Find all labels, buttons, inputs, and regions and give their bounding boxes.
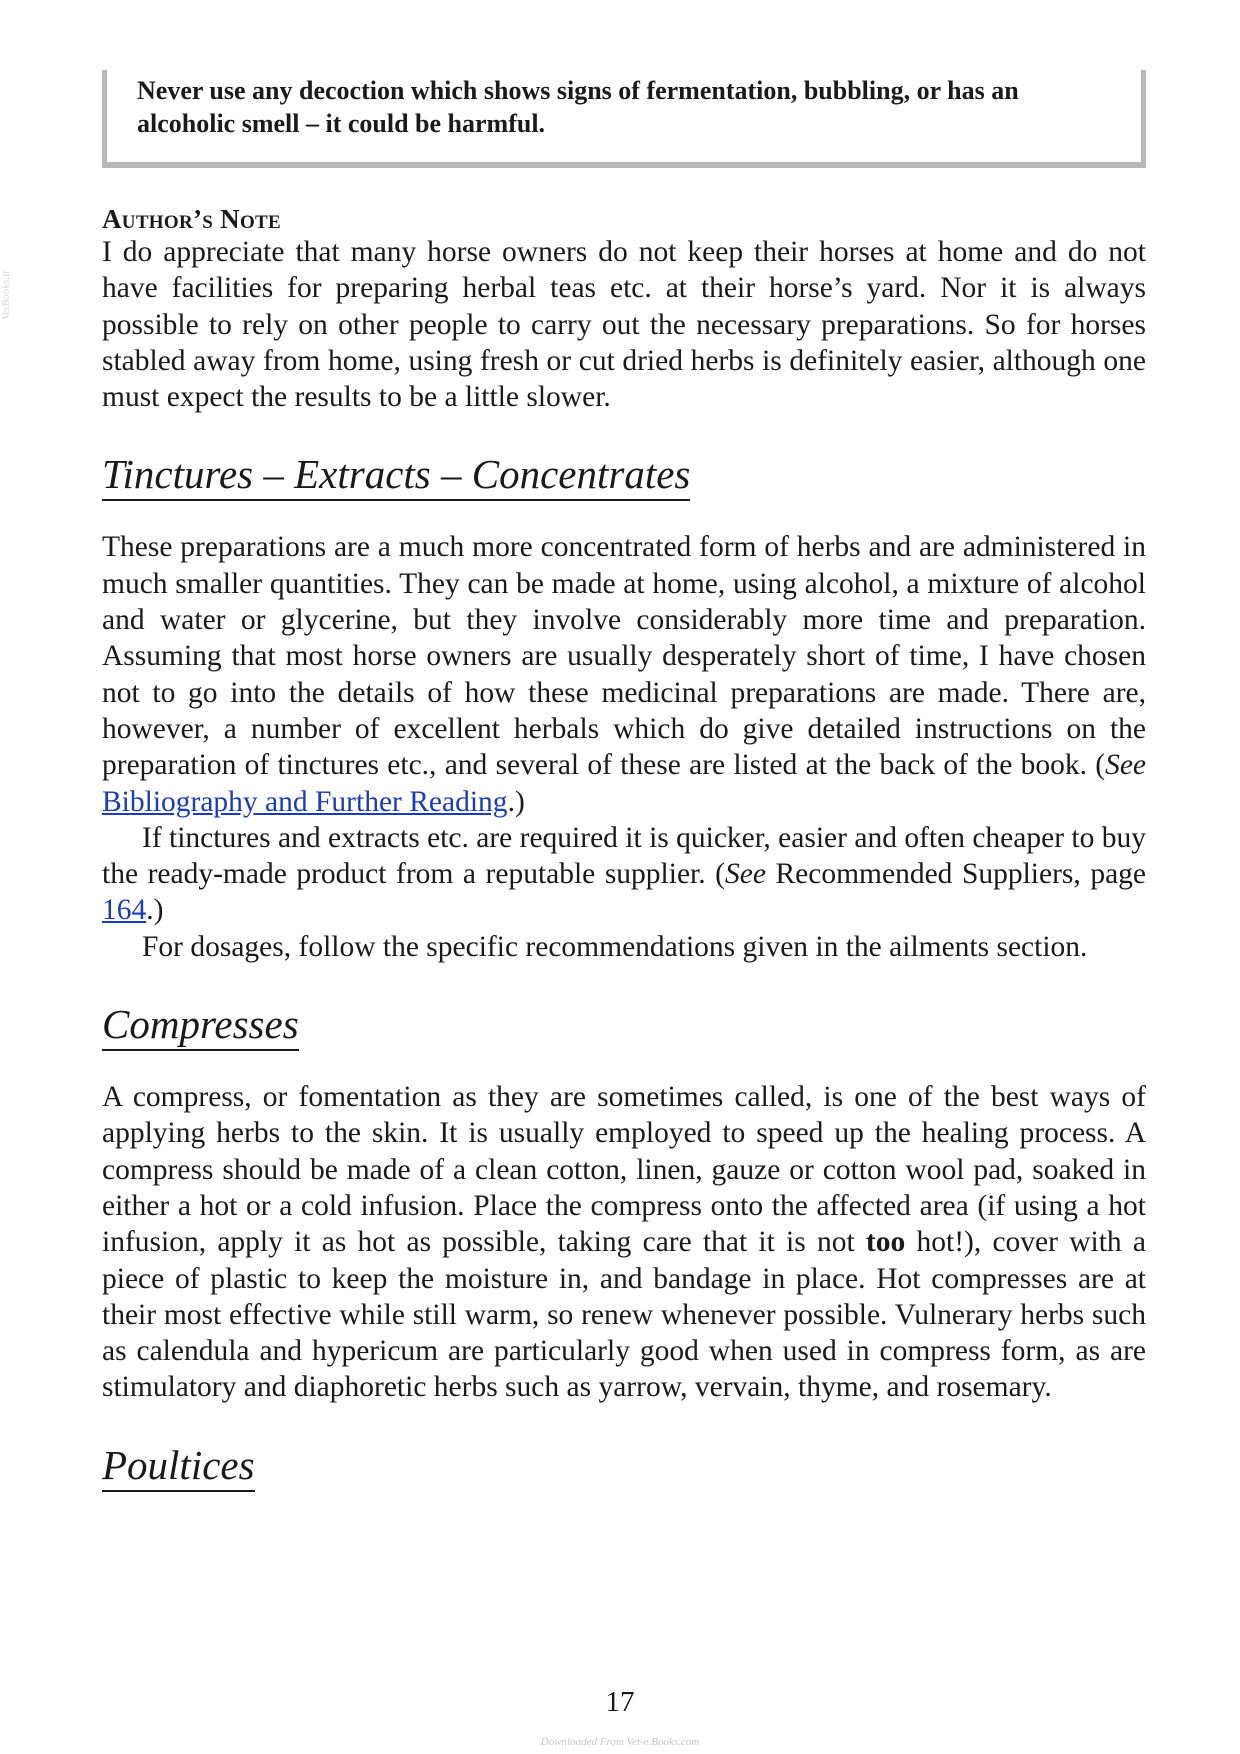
authors-note-text: I do appreciate that many horse owners do not keep their horses at home and do not have facilities for preparing herbal teas etc. at their horse’s yard. Nor it is always possible to rely on other people to carry out the necessary preparations. So for horses stabled away from home, using fresh or cut dried herbs is definitely easier, although one must expect the results to be a little slower. xyxy=(102,236,1146,414)
compresses-p1-text: A compress, or fomentation as they are sometimes called, is one of the best ways of applying herbs to the skin. It is usually employed to speed up the healing process. A compress should be made of a clean cotton, linen, gauze or cotton wool pad, soaked in either a hot or a cold infusion. Place the compress onto the affected area (if using a hot infusion, apply it as hot as possible, taking care that it is not xyxy=(102,1081,1146,1259)
bibliography-link[interactable]: Bibliography and Further Reading xyxy=(102,785,508,818)
page-number: 17 xyxy=(605,1686,635,1718)
page-content xyxy=(102,70,1146,1520)
compresses-p1-rest: hot!), cover with a piece of plastic to keep the moisture in, and bandage in place. Hot compresses are at their most effective while still warm, so renew whenever possible. Vulnerary herbs such as calendula and hypericum are particularly good when used in compress form, as are stimulatory and diaphoretic herbs such as yarrow, vervain, thyme, and rosemary. xyxy=(102,1226,1146,1404)
tinctures-p2-mid: Recommended Suppliers, page xyxy=(765,858,1147,891)
footer-watermark: Downloaded From Vet-e.Books.com xyxy=(540,1736,700,1748)
side-watermark: VetBooks.ir xyxy=(0,269,12,320)
warning-text: Never use any decoction which shows signs of fermentation, bubbling, or has an alcoholic smell – it could be harmful. xyxy=(137,76,1019,138)
compresses-p1-bold: too xyxy=(865,1226,906,1259)
tinctures-paragraph-2 xyxy=(102,820,1146,929)
tinctures-p2-see: See xyxy=(724,858,766,891)
tinctures-heading-wrap xyxy=(102,451,1146,501)
tinctures-p1-text: These preparations are a much more concentrated form of herbs and are administered in much smaller quantities. They can be made at home, using alcohol, a mixture of alcohol and water or glycerine, but they involve considerably more time and preparation. Assuming that most horse owners are usually desperately short of time, I have chosen not to go into the details of how these medicinal preparations are made. There are, however, a number of excellent herbals which do give detailed instructions on the preparation of tinctures etc., and several of these are listed at the back of the book. ( xyxy=(102,531,1146,782)
tinctures-p1-see: See xyxy=(1105,749,1146,782)
tinctures-p2-text: If tinctures and extracts etc. are required it is quicker, easier and often cheaper to buy the ready-made product from a reputable supplier. ( xyxy=(102,821,1146,891)
tinctures-p1-end: .) xyxy=(507,785,525,818)
page-164-link[interactable]: 164 xyxy=(102,894,147,927)
compresses-heading-wrap xyxy=(102,1001,1146,1051)
authors-note-heading: Author’s Note xyxy=(102,204,282,234)
tinctures-paragraph-3: For dosages, follow the specific recommendations given in the ailments section. xyxy=(142,930,1088,963)
tinctures-heading: Tinctures – Extracts – Concentrates xyxy=(102,451,690,501)
tinctures-paragraph-1 xyxy=(102,529,1146,819)
compresses-paragraph xyxy=(102,1079,1146,1406)
poultices-heading-wrap xyxy=(102,1442,1146,1492)
poultices-heading: Poultices xyxy=(102,1442,255,1492)
compresses-heading: Compresses xyxy=(102,1001,299,1051)
tinctures-p2-end: .) xyxy=(146,894,164,927)
warning-box xyxy=(102,70,1146,168)
